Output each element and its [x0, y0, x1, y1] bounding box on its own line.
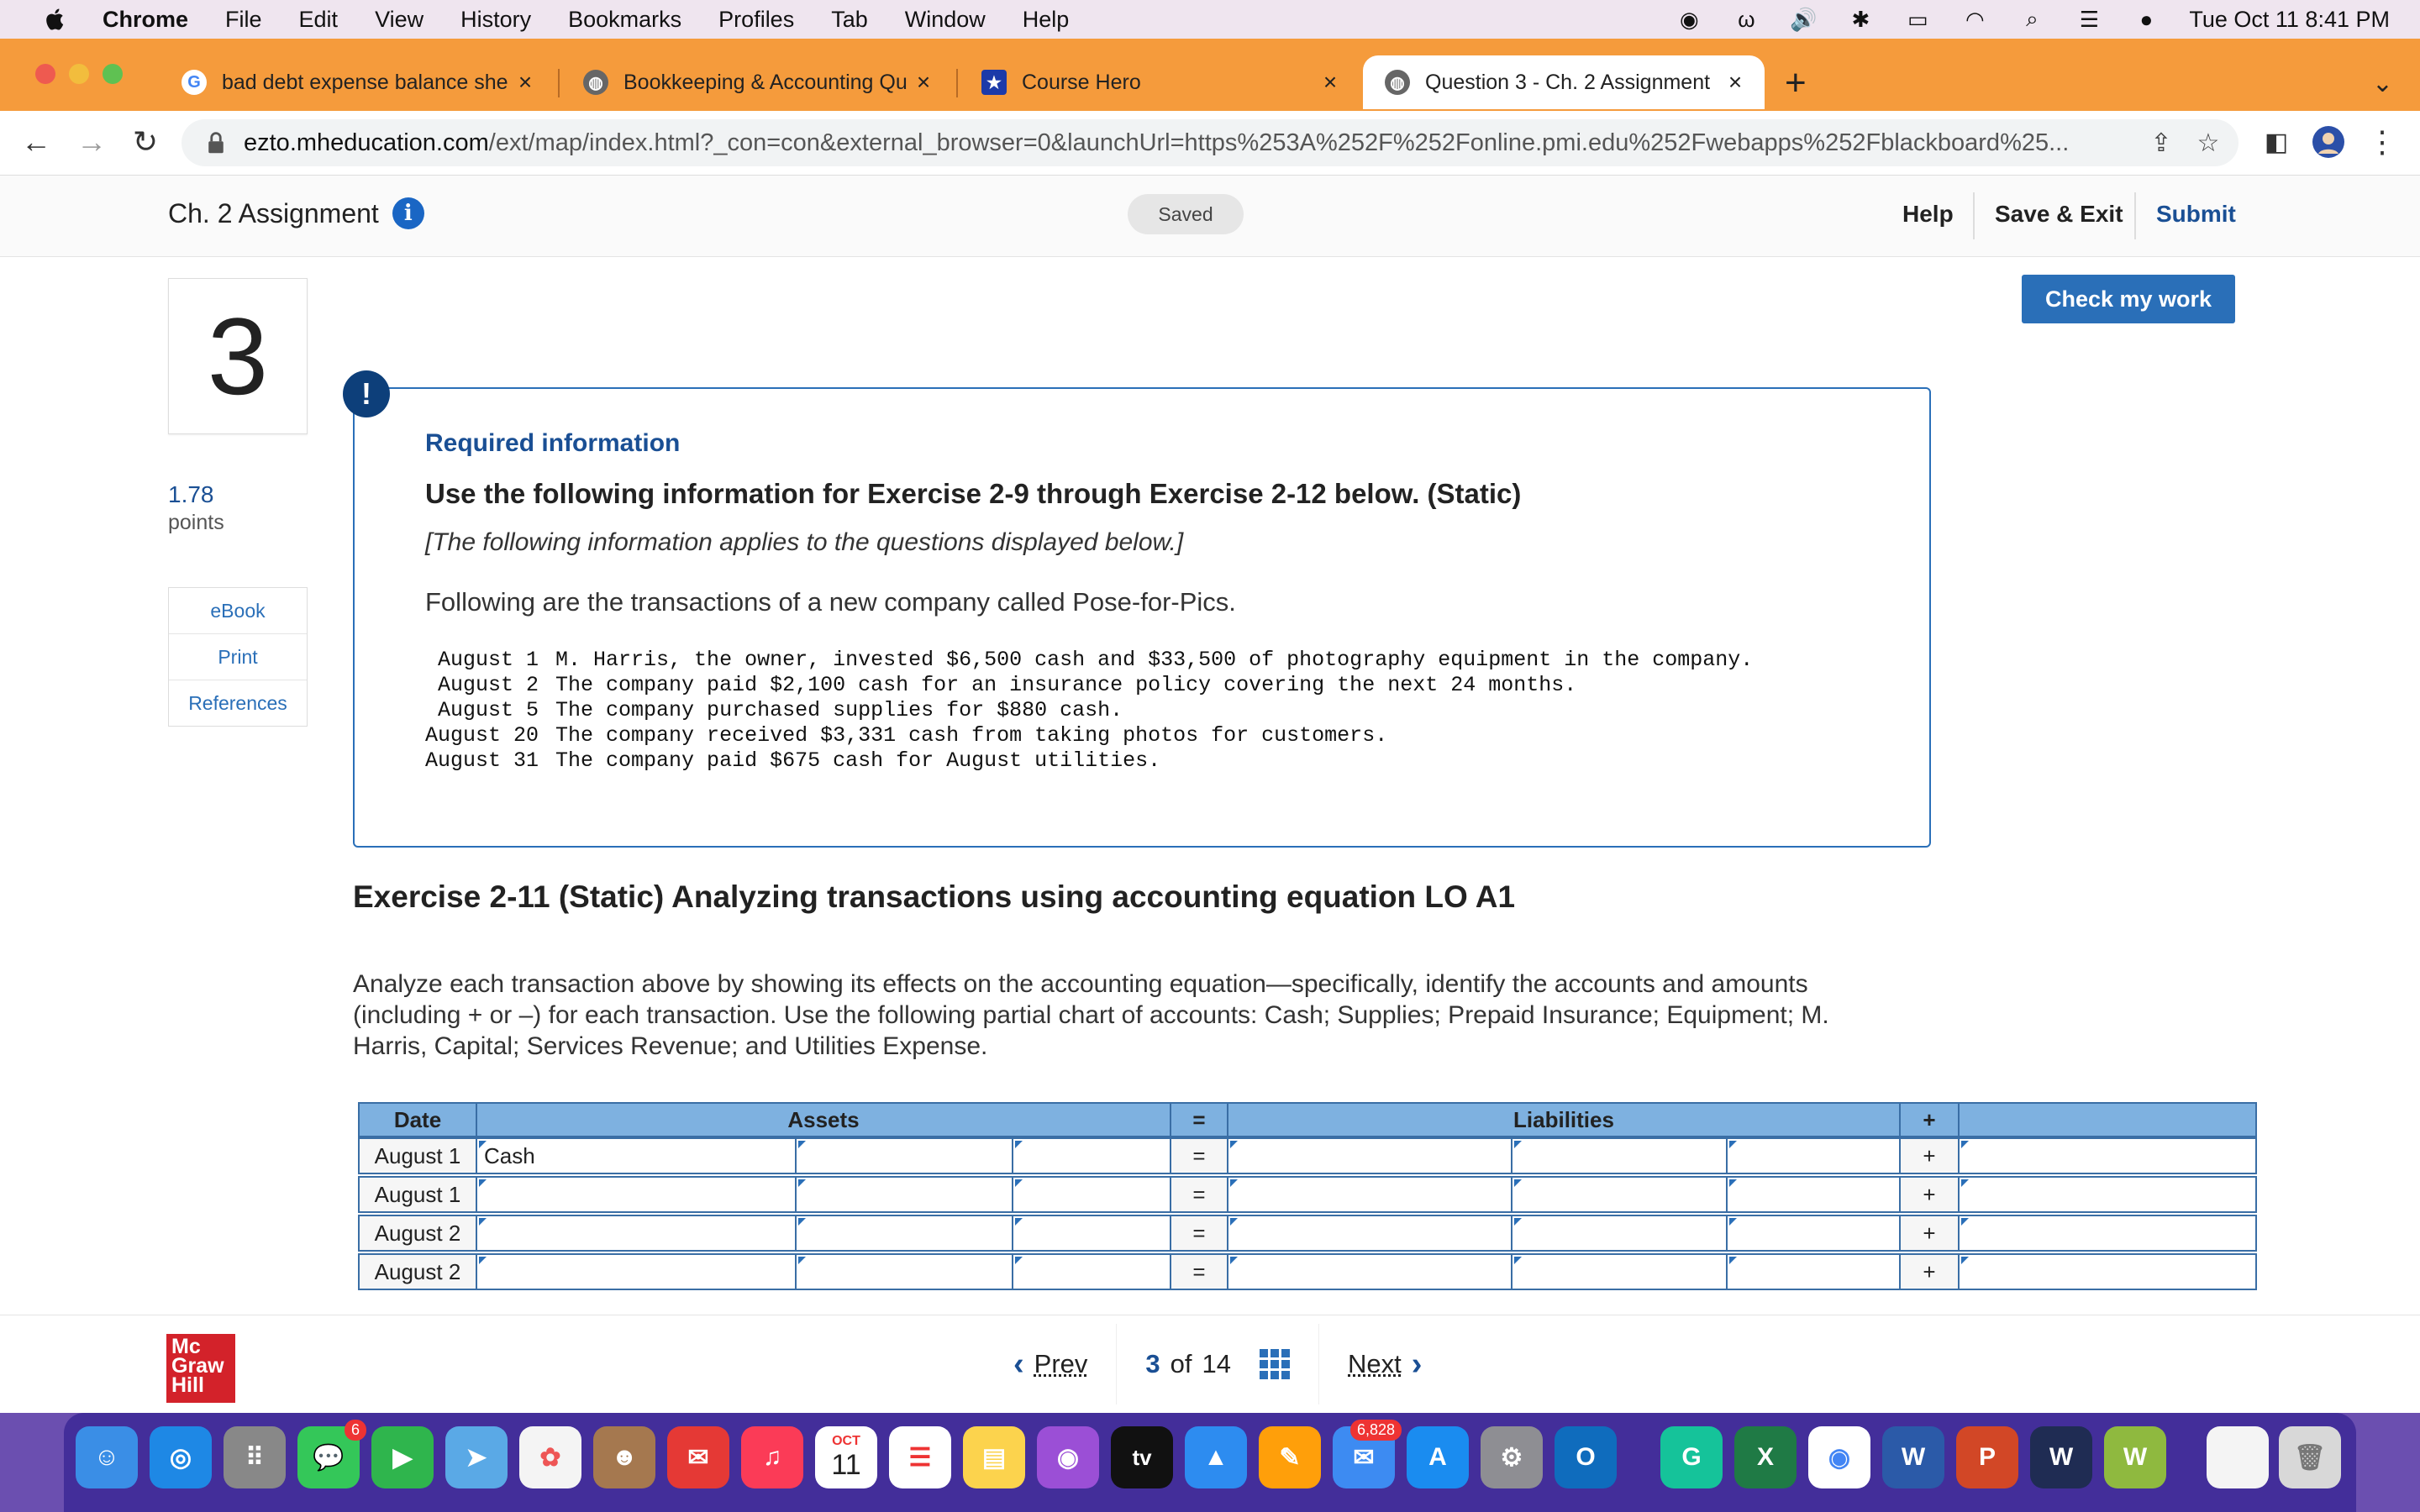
- equity-account-input[interactable]: [1958, 1137, 2257, 1174]
- menu-bar-clock[interactable]: Tue Oct 11 8:41 PM: [2189, 6, 2390, 32]
- mail-app-icon[interactable]: ✉: [667, 1426, 729, 1488]
- asset-amount-input[interactable]: [1012, 1253, 1171, 1290]
- liability-amount-input[interactable]: [1511, 1137, 1728, 1174]
- menu-tab[interactable]: Tab: [831, 6, 868, 32]
- mail-icon[interactable]: ✉ 6,828: [1333, 1426, 1395, 1488]
- webex-icon[interactable]: W: [2030, 1426, 2092, 1488]
- podcasts-icon[interactable]: ◉: [1037, 1426, 1099, 1488]
- question-number: 3: [168, 278, 308, 434]
- logo-line: Hill: [171, 1373, 204, 1397]
- google-icon: G: [182, 70, 207, 95]
- transaction-date: August 1: [438, 648, 539, 672]
- mail-badge: 6,828: [1350, 1420, 1402, 1441]
- question-resources: [168, 587, 308, 727]
- question-grid-icon[interactable]: [1260, 1349, 1290, 1379]
- reload-button[interactable]: ↻: [132, 124, 159, 159]
- liability-account-input[interactable]: [1227, 1137, 1512, 1174]
- browser-tab-strip: [0, 39, 2420, 111]
- menu-file[interactable]: File: [225, 6, 262, 32]
- facetime-icon[interactable]: ▶: [371, 1426, 434, 1488]
- plus-sign: +: [1899, 1176, 1960, 1213]
- profile-avatar[interactable]: [2309, 123, 2348, 161]
- menu-window[interactable]: Window: [904, 6, 986, 32]
- chevron-right-icon: ›: [1411, 1346, 1423, 1382]
- liability-amount-input[interactable]: [1726, 1137, 1901, 1174]
- references-link[interactable]: References: [188, 691, 287, 714]
- assignment-title-text: Ch. 2 Assignment: [168, 197, 379, 228]
- reminders-icon[interactable]: ☰: [889, 1426, 951, 1488]
- maps-icon[interactable]: ➤: [445, 1426, 508, 1488]
- transaction-text: The company received $3,331 cash from taking photos for customers.: [555, 723, 1388, 748]
- wifi-icon[interactable]: ◠: [1965, 6, 1985, 32]
- transactions-table: [425, 648, 1753, 774]
- equity-account-input[interactable]: [1958, 1215, 2257, 1252]
- star-icon: ★: [981, 70, 1007, 95]
- outlook-icon[interactable]: O: [1555, 1426, 1617, 1488]
- question-pager: [975, 1324, 1460, 1404]
- transaction-date: August 5: [438, 698, 539, 722]
- mcgraw-hill-logo: [166, 1334, 235, 1403]
- header-liabilities: Liabilities: [1227, 1102, 1901, 1137]
- share-icon[interactable]: ⇪: [2150, 129, 2172, 157]
- assignment-title: [168, 197, 424, 229]
- asset-amount-input[interactable]: [795, 1253, 1013, 1290]
- header-divider: [2134, 192, 2136, 239]
- save-exit-link[interactable]: Save & Exit: [1995, 201, 2123, 227]
- asset-amount-input[interactable]: [795, 1137, 1013, 1174]
- help-link[interactable]: Help: [1902, 201, 1954, 227]
- next-label: Next: [1348, 1349, 1402, 1378]
- close-tab-icon[interactable]: ×: [1728, 69, 1743, 95]
- tab-question-3[interactable]: [1363, 55, 1765, 109]
- grammarly-icon[interactable]: G: [1660, 1426, 1723, 1488]
- calendar-icon[interactable]: [815, 1426, 877, 1488]
- liability-account-input[interactable]: [1227, 1253, 1512, 1290]
- safari-icon[interactable]: ◎: [150, 1426, 212, 1488]
- w-app-icon[interactable]: W: [2104, 1426, 2166, 1488]
- exercise-title: Exercise 2-11 (Static) Analyzing transactions using accounting equation LO A1: [353, 879, 1516, 914]
- liability-amount-input[interactable]: [1726, 1176, 1901, 1213]
- equity-account-input[interactable]: [1958, 1176, 2257, 1213]
- transaction-date: August 2: [438, 673, 539, 697]
- transaction-date: August 20: [425, 723, 539, 748]
- transaction-text: M. Harris, the owner, invested $6,500 cash and $33,500 of photography equipment in the company.: [555, 648, 1754, 672]
- messages-badge: 6: [345, 1420, 366, 1441]
- prev-button[interactable]: [975, 1324, 1116, 1404]
- macos-dock: [64, 1413, 2356, 1512]
- total-questions: 14: [1202, 1349, 1231, 1378]
- tab-label: Bookkeeping & Accounting Qu: [623, 70, 908, 94]
- logo-line: Mc: [171, 1335, 201, 1358]
- liability-amount-input[interactable]: [1511, 1215, 1728, 1252]
- contacts-icon[interactable]: ☻: [593, 1426, 655, 1488]
- asset-amount-input[interactable]: [1012, 1176, 1171, 1213]
- equals-sign: =: [1170, 1137, 1228, 1174]
- liability-amount-input[interactable]: [1511, 1253, 1728, 1290]
- equity-account-input[interactable]: [1958, 1253, 2257, 1290]
- tab-course-hero[interactable]: [960, 55, 1360, 109]
- transaction-text: The company paid $675 cash for August utilities.: [555, 748, 1161, 773]
- transaction-row: [425, 648, 1753, 673]
- forward-button[interactable]: →: [76, 124, 107, 159]
- points-value: 1.78: [168, 481, 214, 507]
- pages-icon[interactable]: ✎: [1259, 1426, 1321, 1488]
- menu-view[interactable]: View: [375, 6, 424, 32]
- battery-icon[interactable]: ▭: [1907, 6, 1928, 32]
- info-icon[interactable]: i: [392, 197, 424, 229]
- menu-history[interactable]: History: [460, 6, 532, 32]
- app-store-icon[interactable]: A: [1407, 1426, 1469, 1488]
- row-date: August 2: [358, 1215, 477, 1252]
- spotlight-search-icon[interactable]: ⌕: [2026, 6, 2039, 31]
- transaction-row: [425, 698, 1753, 723]
- required-info-label: Required information: [425, 429, 681, 457]
- required-info-heading: Use the following information for Exercise 2-9 through Exercise 2-12 below. (Static): [425, 478, 1522, 509]
- liability-account-input[interactable]: [1227, 1176, 1512, 1213]
- question-position: [1116, 1324, 1318, 1404]
- siri-icon[interactable]: ●: [2139, 6, 2154, 32]
- chevron-left-icon: ‹: [1013, 1346, 1024, 1382]
- volume-icon[interactable]: 🔊: [1790, 6, 1818, 32]
- close-tab-icon[interactable]: ×: [518, 69, 533, 95]
- launchpad-icon[interactable]: ⠿: [224, 1426, 286, 1488]
- globe-icon: ◍: [583, 70, 608, 95]
- chrome-menu-icon[interactable]: ⋮: [2367, 124, 2397, 159]
- logo-line: Graw: [171, 1354, 224, 1378]
- asset-account-input[interactable]: [476, 1176, 797, 1213]
- trash-icon[interactable]: 🗑: [2279, 1426, 2341, 1488]
- close-tab-icon[interactable]: ×: [1323, 69, 1338, 95]
- of-label: of: [1170, 1349, 1192, 1378]
- close-tab-icon[interactable]: ×: [916, 69, 931, 95]
- row-date: August 1: [358, 1176, 477, 1213]
- control-center-icon[interactable]: ☰: [2079, 6, 2100, 32]
- word-icon[interactable]: W: [1882, 1426, 1944, 1488]
- bluetooth-icon[interactable]: ✱: [1851, 6, 1870, 32]
- exercise-description: Analyze each transaction above by showing its effects on the accounting equation—specifically, identify the accounts and amounts (including + or –) for each transaction. Use the following partial chart of accounts: Cash; Supplies; Prepaid Insurance; Equipment; M. Harris, Capital; Services Revenue; and Utilities Expense.: [353, 970, 1829, 1060]
- asset-account-input[interactable]: [476, 1215, 797, 1252]
- equals-sign: =: [1170, 1215, 1228, 1252]
- new-tab-button[interactable]: +: [1785, 62, 1807, 103]
- plus-sign: +: [1899, 1215, 1960, 1252]
- tab-label: Course Hero: [1022, 70, 1141, 94]
- close-window-button[interactable]: [35, 64, 55, 84]
- submit-link[interactable]: Submit: [2156, 201, 2236, 227]
- downloads-folder-icon[interactable]: [2207, 1426, 2269, 1488]
- liability-amount-input[interactable]: [1726, 1215, 1901, 1252]
- menu-help[interactable]: Help: [1022, 6, 1070, 32]
- calendar-day: 11: [831, 1448, 861, 1481]
- transaction-row: [425, 748, 1753, 774]
- photos-icon[interactable]: ✿: [519, 1426, 581, 1488]
- transaction-date: August 31: [425, 748, 539, 773]
- excel-icon[interactable]: X: [1734, 1426, 1797, 1488]
- points-label: points: [168, 511, 224, 534]
- menu-bookmarks[interactable]: Bookmarks: [568, 6, 682, 32]
- minimize-window-button[interactable]: [69, 64, 89, 84]
- liability-account-input[interactable]: [1227, 1215, 1512, 1252]
- system-preferences-icon[interactable]: ⚙: [1481, 1426, 1543, 1488]
- transaction-row: [425, 673, 1753, 698]
- asset-amount-input[interactable]: [795, 1176, 1013, 1213]
- tab-divider: [558, 69, 560, 97]
- assignment-page: [0, 176, 2420, 1413]
- transaction-row: [425, 723, 1753, 748]
- tab-label: Question 3 - Ch. 2 Assignment: [1425, 70, 1711, 94]
- liability-amount-input[interactable]: [1726, 1253, 1901, 1290]
- liability-amount-input[interactable]: [1511, 1176, 1728, 1213]
- question-footer: [0, 1315, 2420, 1413]
- header-divider: [1973, 192, 1975, 239]
- bookmark-star-icon[interactable]: ☆: [2196, 129, 2220, 157]
- exclamation-alert-icon: !: [343, 370, 390, 417]
- back-button[interactable]: ←: [21, 124, 51, 159]
- current-question: 3: [1145, 1349, 1160, 1378]
- asset-account-input[interactable]: Cash: [476, 1137, 797, 1174]
- required-info-intro: Following are the transactions of a new company called Pose-for-Pics.: [425, 587, 1236, 617]
- assignment-header: [0, 176, 2420, 257]
- ebook-link[interactable]: eBook: [169, 588, 307, 634]
- plus-sign: +: [1899, 1253, 1960, 1290]
- menu-edit[interactable]: Edit: [298, 6, 339, 32]
- globe-icon: ◍: [1385, 70, 1410, 95]
- header-assets: Assets: [476, 1102, 1171, 1137]
- music-icon[interactable]: ♫: [741, 1426, 803, 1488]
- row-date: August 2: [358, 1253, 477, 1290]
- prev-label: Prev: [1034, 1349, 1088, 1378]
- transaction-text: The company paid $2,100 cash for an insurance policy covering the next 24 months.: [555, 673, 1577, 697]
- transaction-text: The company purchased supplies for $880 cash.: [555, 698, 1123, 722]
- url-text: ezto.mheducation.com/ext/map/index.html?_con=con&external_browser=0&launchUrl=https%253A%252F%252Fonline.pmi.edu%252Fwebapps%252Fblackboard%25...: [244, 129, 2070, 156]
- equals-sign: =: [1170, 1253, 1228, 1290]
- status-app-icon[interactable]: ◉: [1680, 6, 1699, 32]
- side-panel-icon[interactable]: ◧: [2264, 128, 2289, 156]
- asset-amount-input[interactable]: [1012, 1215, 1171, 1252]
- header-plus: +: [1899, 1102, 1960, 1137]
- header-date: Date: [358, 1102, 477, 1137]
- tab-search-chevron-icon[interactable]: ⌄: [2371, 70, 2393, 97]
- tab-bad-debt[interactable]: [160, 55, 555, 109]
- plus-sign: +: [1899, 1137, 1960, 1174]
- print-link[interactable]: Print: [169, 634, 307, 680]
- asset-amount-input[interactable]: [795, 1215, 1013, 1252]
- header-equals: =: [1170, 1102, 1228, 1137]
- lock-icon: [207, 131, 225, 155]
- required-info-note: [The following information applies to the questions displayed below.]: [425, 528, 1184, 556]
- powerpoint-icon[interactable]: P: [1956, 1426, 2018, 1488]
- asset-amount-input[interactable]: [1012, 1137, 1171, 1174]
- finder-icon[interactable]: ☺: [76, 1426, 138, 1488]
- status-w-icon[interactable]: ω: [1738, 6, 1755, 32]
- messages-icon[interactable]: 💬 6: [297, 1426, 360, 1488]
- tab-label: bad debt expense balance she: [222, 70, 508, 94]
- notes-icon[interactable]: ▤: [963, 1426, 1025, 1488]
- apple-tv-icon[interactable]: tv: [1111, 1426, 1173, 1488]
- calendar-month: OCT: [832, 1433, 860, 1448]
- address-bar[interactable]: [182, 119, 2238, 166]
- zoom-window-button[interactable]: [103, 64, 123, 84]
- check-my-work-button[interactable]: Check my work: [2022, 275, 2235, 323]
- apple-menu-icon[interactable]: [42, 6, 69, 33]
- menu-chrome[interactable]: Chrome: [103, 6, 189, 32]
- header-equity: [1958, 1102, 2257, 1137]
- next-button[interactable]: [1318, 1324, 1460, 1404]
- row-date: August 1: [358, 1137, 477, 1174]
- macos-menu-bar: [0, 0, 2420, 39]
- equals-sign: =: [1170, 1176, 1228, 1213]
- menu-profiles[interactable]: Profiles: [718, 6, 795, 32]
- chrome-icon[interactable]: ◉: [1808, 1426, 1870, 1488]
- browser-toolbar: [0, 111, 2420, 176]
- asset-account-input[interactable]: [476, 1253, 797, 1290]
- keynote-icon[interactable]: ▲: [1185, 1426, 1247, 1488]
- tab-bookkeeping[interactable]: [561, 55, 953, 109]
- saved-status-badge: Saved: [1128, 194, 1244, 234]
- tab-divider: [956, 69, 958, 97]
